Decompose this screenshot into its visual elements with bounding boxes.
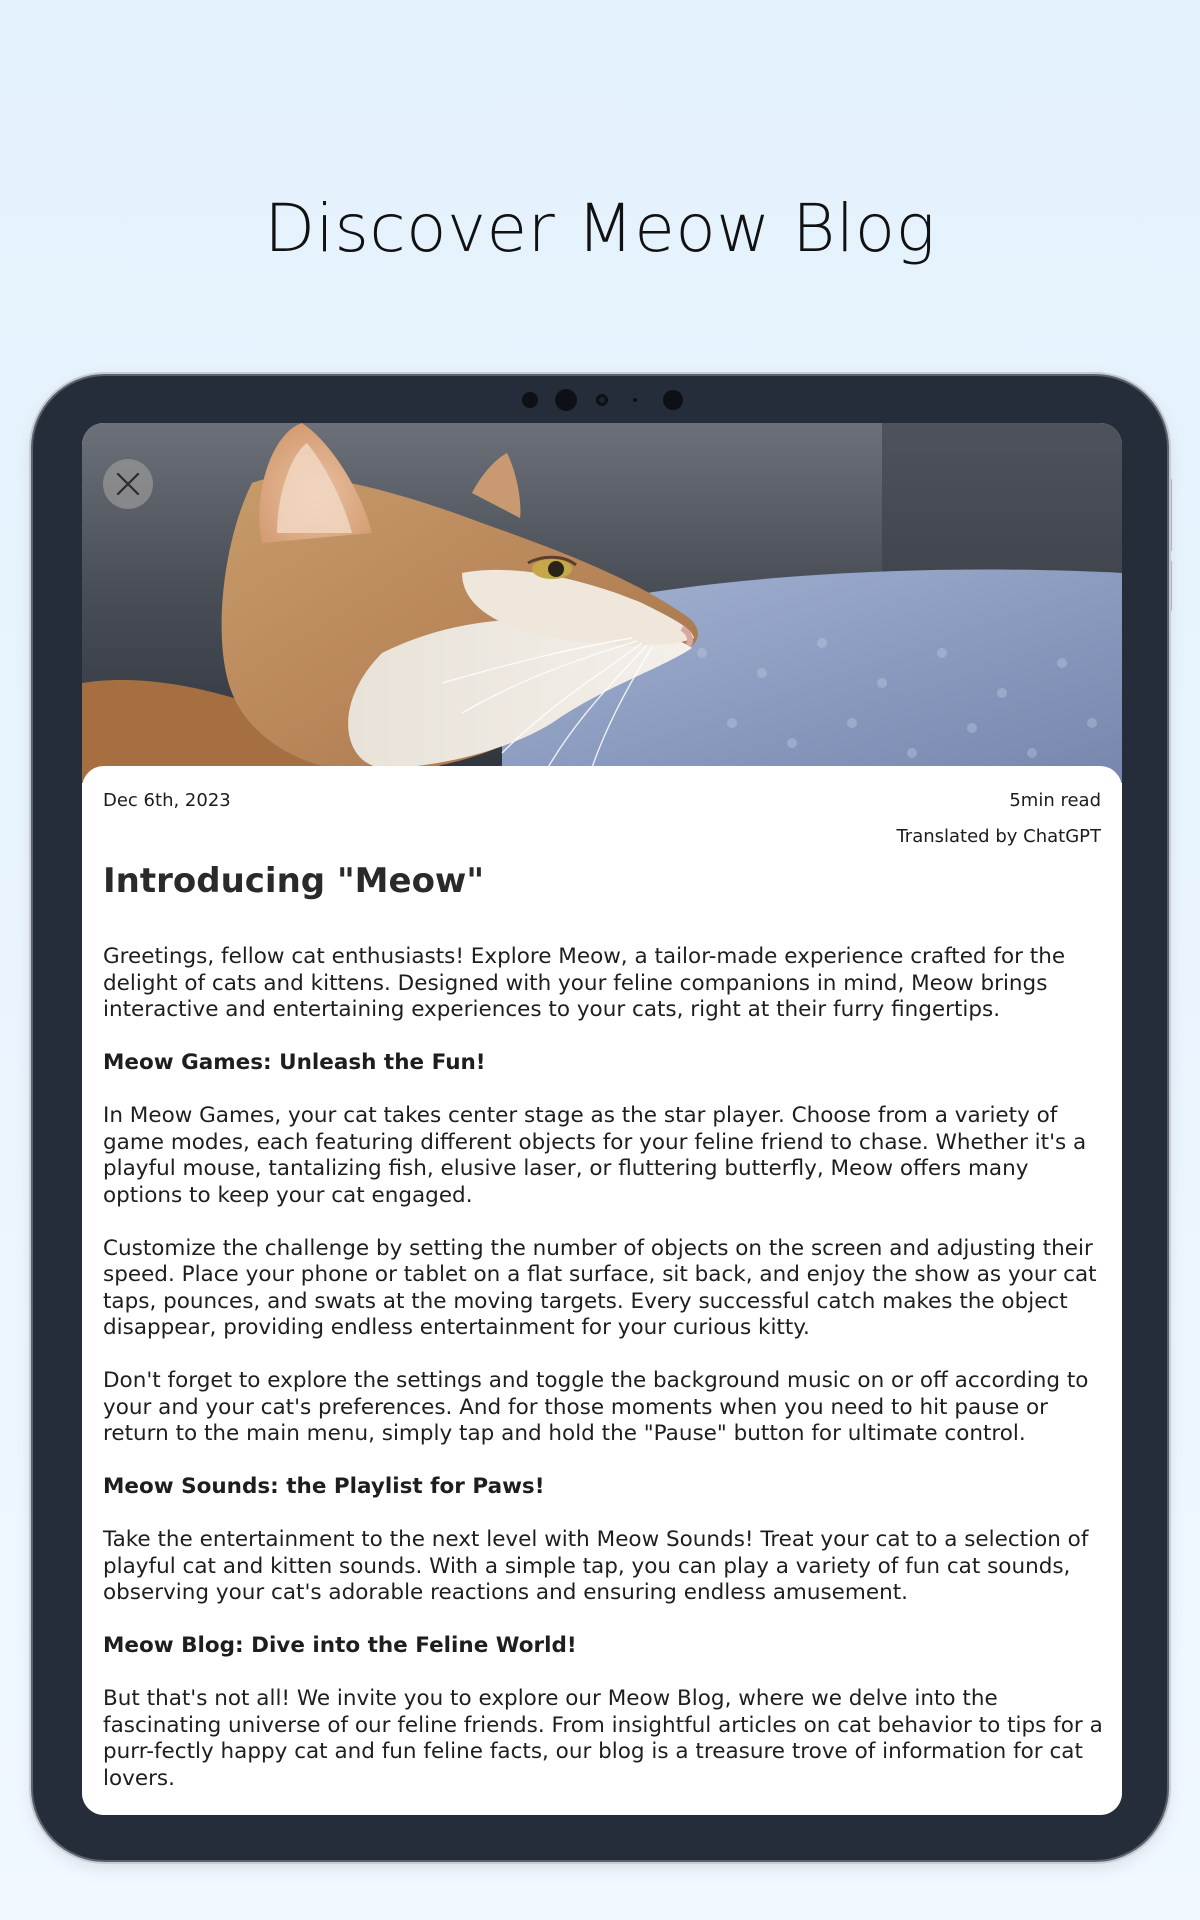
camera-bar [33, 388, 1167, 412]
settings-paragraph: Don't forget to explore the settings and toggle the background music on or off according to your and your cat's preferences. And for those moments when you need to hit pause or return to the main menu, simply tap and hold the "Pause" button for ultimate control. [103, 1368, 1089, 1446]
article-date: Dec 6th, 2023 [103, 790, 231, 811]
customize-paragraph: Customize the challenge by setting the number of objects on the screen and adjusting their speed. Place your phone or tablet on a flat surface, sit back, and enjoy the show as your cat taps, pounces, and swats at the moving targets. Every successful catch makes the object disappear, providing endless entertainment for your curious kitty. [103, 1235, 1097, 1340]
games-paragraph: In Meow Games, your cat takes center stage as the star player. Choose from a variety of game modes, each featuring different objects for your feline friend to chase. Whether it's a playful mouse, tantalizing fish, elusive laser, or fluttering butterfly, Meow offers many options to keep your cat engaged. [103, 1103, 1087, 1208]
close-button[interactable] [103, 459, 153, 509]
camera-lens-icon [555, 389, 577, 411]
intro-paragraph: Greetings, fellow cat enthusiasts! Explore Meow, a tailor-made experience crafted for the delight of cats and kittens. Designed with your feline companions in mind, Meow brings interactive and entertaining experiences to your cats, right at their furry fingertips. [103, 944, 1066, 1022]
side-button-lower [1167, 560, 1172, 612]
light-sensor-dot [633, 398, 637, 402]
article-title: Introducing "Meow" [103, 861, 485, 901]
article-body [103, 944, 1103, 1815]
app-screen [82, 423, 1122, 1815]
section-heading-sounds: Meow Sounds: the Playlist for Paws! [103, 1474, 545, 1499]
blog-paragraph: But that's not all! We invite you to explore our Meow Blog, where we delve into the fascinating universe of our feline friends. From insightful articles on cat behavior to tips for a purr-fectly happy cat and fun feline facts, our blog is a treasure trove of information for cat lovers. [103, 1686, 1103, 1791]
cat-photo [82, 423, 1122, 783]
camera-dot-right [663, 390, 683, 410]
section-heading-games: Meow Games: Unleash the Fun! [103, 1050, 486, 1075]
section-heading-blog: Meow Blog: Dive into the Feline World! [103, 1633, 577, 1658]
camera-dot [522, 392, 538, 408]
read-time: 5min read [1009, 790, 1101, 811]
translated-by: Translated by ChatGPT [896, 826, 1101, 847]
sensor-dot [596, 394, 608, 406]
article-card [82, 766, 1122, 1815]
side-button-upper [1167, 478, 1172, 552]
page-headline: Discover Meow Blog [264, 190, 936, 267]
hero-cat-image [82, 423, 1122, 783]
close-icon [115, 471, 141, 497]
sounds-paragraph: Take the entertainment to the next level with Meow Sounds! Treat your cat to a selection of playful cat and kitten sounds. With a simple tap, you can play a variety of fun cat sounds, observing your cat's adorable reactions and ensuring endless amusement. [103, 1527, 1089, 1605]
